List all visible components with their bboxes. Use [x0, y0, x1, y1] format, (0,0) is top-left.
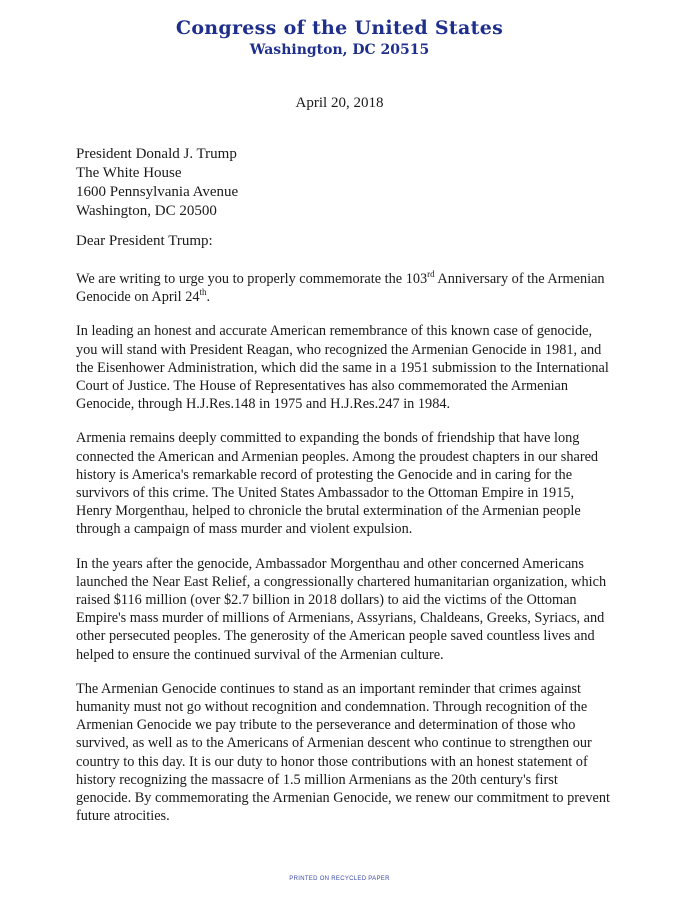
- paragraph-5-line: future atrocities.: [76, 808, 170, 825]
- paragraph-3-line: through a campaign of mass murder and violent expulsion.: [76, 521, 413, 538]
- recycled-paper-footer: PRINTED ON RECYCLED PAPER: [289, 876, 390, 882]
- letter-body: [76, 270, 636, 841]
- paragraph-5-line: survived, as well as to the Americans of Armenian descent who continue to strengthen our: [76, 735, 592, 752]
- letter-date: April 20, 2018: [295, 95, 384, 111]
- recipient-address: [76, 145, 238, 221]
- paragraph-5-line: The Armenian Genocide continues to stand as an important reminder that crimes against: [76, 680, 582, 697]
- paragraph-4-line: other persecuted peoples. The generosity of the American people saved countless lives and: [76, 628, 595, 645]
- letterhead-title: Congress of the United States: [175, 17, 504, 39]
- paragraph-2-line: Genocide, through H.J.Res.148 in 1975 and H.J.Res.247 in 1984.: [76, 396, 451, 413]
- recipient-line-2: 1600 Pennsylvania Avenue: [76, 184, 239, 200]
- paragraph-5-line: humanity must not go without recognition and condemnation. Through recognition of the: [76, 699, 588, 716]
- text-run: Anniversary of the Armenian: [434, 271, 605, 287]
- text-run: We are writing to urge you to properly commemorate the 103: [76, 271, 428, 287]
- paragraph-4: [76, 555, 636, 664]
- paragraph-4-line: Empire's mass murder of millions of Armenians, Assyrians, Chaldeans, Greeks, Syriacs, and: [76, 610, 605, 627]
- paragraph-1-line: [76, 288, 636, 306]
- paragraph-5-line: country to this day. It is our duty to honor those contributions with an honest statement of: [76, 753, 588, 770]
- paragraph-2-line: the Eisenhower Administration, which did the same in a 1951 submission to the International: [76, 359, 609, 376]
- text-run: Genocide on April 24: [76, 289, 200, 306]
- paragraph-5: [76, 680, 636, 826]
- paragraph-3-line: Henry Morgenthau, helped to chronicle the brutal extermination of the Armenian people: [76, 503, 581, 520]
- recipient-line-3: Washington, DC 20500: [76, 203, 217, 219]
- paragraph-2-line: In leading an honest and accurate American remembrance of this known case of genocide,: [76, 323, 593, 340]
- paragraph-5-line: genocide. By commemorating the Armenian Genocide, we renew our commitment to prevent: [76, 790, 610, 807]
- paragraph-4-line: raised $116 million (over $2.7 billion in 2018 dollars) to aid the victims of the Ottoman: [76, 592, 577, 609]
- paragraph-3: [76, 429, 636, 538]
- letterhead: [0, 16, 679, 60]
- paragraph-2-line: Court of Justice. The House of Representatives has also commemorated the Armenian: [76, 378, 569, 395]
- ordinal-suffix: rd: [427, 269, 435, 280]
- salutation: Dear President Trump:: [76, 233, 213, 249]
- recipient-name: President Donald J. Trump: [76, 146, 237, 162]
- paragraph-1: [76, 270, 636, 306]
- paragraph-4-line: helped to ensure the continued survival of the Armenian culture.: [76, 646, 444, 663]
- paragraph-4-line: In the years after the genocide, Ambassador Morgenthau and other concerned Americans: [76, 555, 584, 572]
- text-run: .: [206, 289, 211, 306]
- ordinal-suffix: th: [199, 287, 207, 298]
- recipient-line-1: The White House: [76, 165, 182, 181]
- paragraph-5-line: history recognizing the massacre of 1.5 million Armenians as the 20th century's first: [76, 771, 558, 788]
- paragraph-1-line: [76, 270, 636, 288]
- paragraph-3-line: Armenia remains deeply committed to expanding the bonds of friendship that have long: [76, 430, 580, 447]
- paragraph-5-line: Armenian Genocide we pay tribute to the perseverance and determination of those who: [76, 717, 576, 734]
- paragraph-3-line: connected the American and Armenian peoples. Among the proudest chapters in our shared: [76, 448, 599, 465]
- paragraph-2-line: you will stand with President Reagan, who recognized the Armenian Genocide in 1981, and: [76, 341, 602, 358]
- paragraph-2: [76, 322, 636, 413]
- paragraph-3-line: survivors of this crime. The United States Ambassador to the Ottoman Empire in 1915,: [76, 485, 575, 502]
- letterhead-subtitle: Washington, DC 20515: [249, 42, 430, 58]
- paragraph-3-line: history is America's remarkable record of protesting the Genocide and in caring for the: [76, 466, 573, 483]
- paragraph-4-line: launched the Near East Relief, a congressionally chartered humanitarian organization, which: [76, 573, 607, 590]
